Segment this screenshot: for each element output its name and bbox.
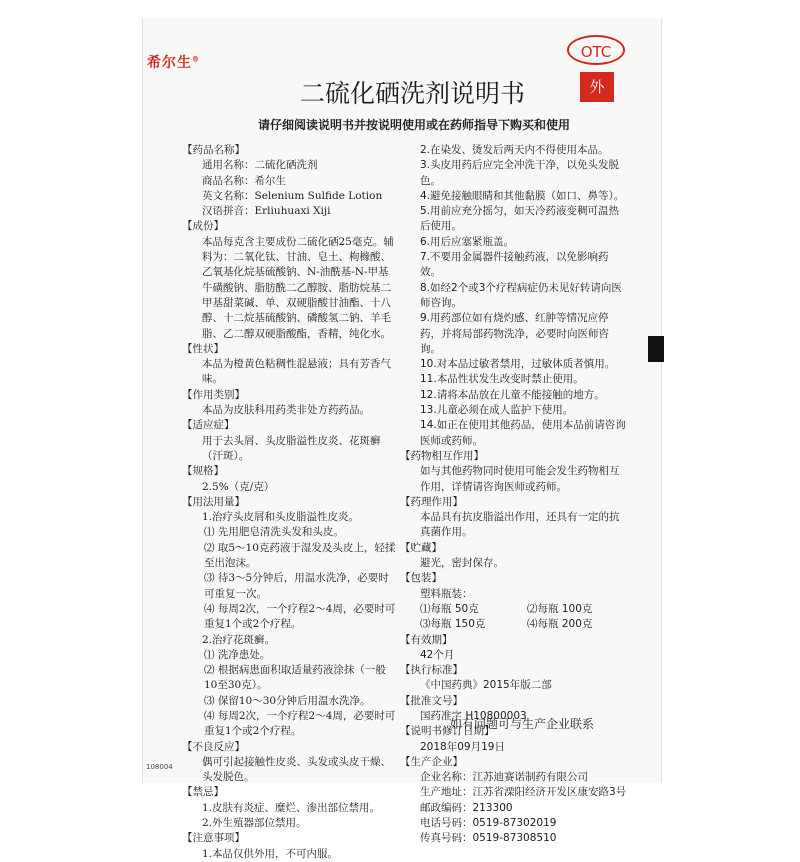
package-item: ⑶每瓶 150克 (420, 618, 486, 631)
section-heading: 【不良反应】 (182, 740, 245, 753)
notes-line: 4.避免接触眼睛和其他黏膜（如口、鼻等）。 (420, 189, 625, 202)
section-heading: 【生产企业】 (400, 755, 463, 768)
right-column (400, 143, 628, 847)
left-column (182, 143, 398, 862)
package-item: ⑴每瓶 50克 (420, 602, 479, 615)
section-heading: 【说明书修订日期】 (400, 725, 495, 738)
storage-text: 避光，密封保存。 (420, 557, 504, 570)
usage-line: ⑶ 保留10～30分钟后用温水洗净。 (204, 694, 371, 707)
section-heading: 【成份】 (182, 220, 224, 233)
standard-text: 《中国药典》2015年版二部 (420, 679, 552, 692)
contact-note: 如有问题可与生产企业联系 (450, 717, 595, 731)
indications-text: 用于去头屑、头皮脂溢性皮炎、花斑癣（汗斑）。 (202, 434, 381, 462)
edge-marker (648, 336, 664, 362)
pharmacology-text: 本品具有抗皮脂溢出作用，还具有一定的抗真菌作用。 (420, 511, 620, 539)
section-heading: 【注意事项】 (182, 832, 245, 845)
section-heading: 【执行标准】 (400, 664, 463, 677)
document-subtitle: 请仔细阅读说明书并按说明使用或在药师指导下购买和使用 (258, 118, 571, 132)
package-item: ⑵每瓶 100克 (527, 602, 593, 615)
adverse-text: 偶可引起接触性皮炎、头发或头皮干燥、头发脱色。 (202, 755, 391, 784)
section-heading: 【作用类别】 (182, 388, 245, 401)
section-heading: 【禁忌】 (182, 786, 224, 799)
notes-line: 5.用前应充分摇匀，如天冷药液变稠可温热后使用。 (420, 205, 620, 233)
external-use-badge: 外 (580, 72, 614, 102)
manufacturer-row: 传真号码： 0519-87308510 (420, 832, 557, 845)
notes-line: 10.对本品过敏者禁用，过敏体质者慎用。 (420, 358, 616, 371)
section-heading: 【药品名称】 (182, 144, 245, 156)
drug-name-row: 通用名称： 二硫化硒洗剂 (202, 159, 318, 172)
notes-line: 12.请将本品放在儿童不能接触的地方。 (420, 388, 605, 401)
composition-text: 本品每克含主要成份二硫化硒25毫克。辅料为：二氧化钛、甘油、皂土、枸橼酸、乙氧基化烷基硫酸钠、N-油酰基-N-甲基牛磺酸钠、脂肪酰二乙醇胺、脂肪烷基二甲基甜菜碱、单、双硬脂酸甘油酯、十八醇、十二烷基硫酸钠、磷酸氢二钠、羊毛脂、乙二醇双硬脂酸酯，香精，纯化水。 (202, 235, 394, 340)
manufacturer-row: 生产地址： 江苏省溧阳经济开发区康安路3号 (420, 786, 627, 799)
section-heading: 【适应症】 (182, 419, 235, 432)
notes-line: 3.头皮用药后应完全冲洗干净，以免头发脱色。 (420, 159, 620, 187)
notes-line: 14.如正在使用其他药品，使用本品前请咨询医师或药师。 (420, 419, 626, 447)
usage-line: ⑵ 取5～10克药液于湿发及头皮上，轻揉至出泡沫。 (204, 541, 396, 570)
package-lead: 塑料瓶装： (420, 587, 473, 600)
notes-line: 9.用药部位如有烧灼感、红肿等情况应停药，并将局部药物洗净，必要时向医师咨询。 (420, 312, 609, 355)
package-list (404, 602, 628, 633)
notes-line: 11.本品性状发生改变时禁止使用。 (420, 373, 584, 386)
usage-line: 1.治疗头皮屑和头皮脂溢性皮炎。 (202, 511, 360, 524)
contra-line: 2.外生殖器部位禁用。 (202, 817, 307, 830)
category-text: 本品为皮肤科用药类非处方药药品。 (202, 404, 370, 417)
interaction-text: 如与其他药物同时使用可能会发生药物相互作用，详情请咨询医师或药师。 (420, 465, 620, 493)
brand-logo: 希尔生® (147, 54, 200, 71)
usage-line: ⑴ 先用肥皂清洗头发和头皮。 (204, 526, 344, 539)
usage-line: 2.治疗花斑癣。 (202, 633, 276, 646)
section-heading: 【药物相互作用】 (400, 449, 484, 462)
spec-text: 2.5%（克/克） (202, 480, 275, 493)
usage-line: ⑵ 根据病患面积取适量药液涂抹（一般10至30克）。 (204, 664, 386, 692)
usage-line: ⑴ 洗净患处。 (204, 648, 271, 661)
section-heading: 【性状】 (182, 342, 224, 355)
manufacturer-row: 企业名称： 江苏迪赛诺制药有限公司 (420, 771, 588, 784)
package-item: ⑷每瓶 200克 (527, 618, 593, 631)
usage-line: ⑶ 待3～5分钟后，用温水洗净，必要时可重复一次。 (204, 572, 389, 600)
manufacturer-row: 邮政编码： 213300 (420, 801, 513, 814)
approval-text: 国药准字 H10800003 (420, 709, 527, 722)
notes-line: 13.儿童必须在成人监护下使用。 (420, 404, 574, 417)
otc-badge: OTC (567, 35, 625, 65)
section-heading: 【贮藏】 (400, 541, 442, 554)
manufacturer-row: 电话号码： 0519-87302019 (420, 817, 557, 830)
drug-name-row: 英文名称： Selenium Sulfide Lotion (202, 189, 383, 202)
print-code: 108004 (146, 763, 173, 771)
notes-line: 7.不要用金属器件接触药液，以免影响药效。 (420, 251, 609, 279)
usage-line: ⑷ 每周2次，一个疗程2～4周，必要时可重复1个或2个疗程。 (204, 709, 396, 738)
document-title: 二硫化硒洗剂说明书 (300, 79, 526, 108)
character-text: 本品为橙黄色粘稠性混悬液；具有芳香气味。 (202, 358, 391, 386)
drug-name-row: 汉语拼音： Erliuhuaxi Xiji (202, 205, 331, 218)
notes-line: 2.在染发、烫发后两天内不得使用本品。 (420, 144, 609, 156)
section-heading: 【批准文号】 (400, 694, 463, 707)
section-heading: 【药理作用】 (400, 495, 463, 508)
section-heading: 【规格】 (182, 465, 224, 478)
contra-line: 1.皮肤有炎症、糜烂、渗出部位禁用。 (202, 801, 381, 814)
usage-line: ⑷ 每周2次，一个疗程2～4周，必要时可重复1个或2个疗程。 (204, 602, 396, 631)
section-heading: 【用法用量】 (182, 495, 245, 508)
notes-line: 6.用后应塞紧瓶盖。 (420, 235, 515, 248)
validity-text: 42个月 (420, 648, 455, 661)
drug-name-row: 商品名称： 希尔生 (202, 174, 286, 187)
section-heading: 【包装】 (400, 572, 442, 585)
notes-line: 1.本品仅供外用，不可内服。 (202, 847, 339, 860)
revision-text: 2018年09月19日 (420, 740, 505, 753)
section-heading: 【有效期】 (400, 633, 453, 646)
notes-line: 8.如经2个或3个疗程病症仍未见好转请向医师咨询。 (420, 281, 622, 309)
